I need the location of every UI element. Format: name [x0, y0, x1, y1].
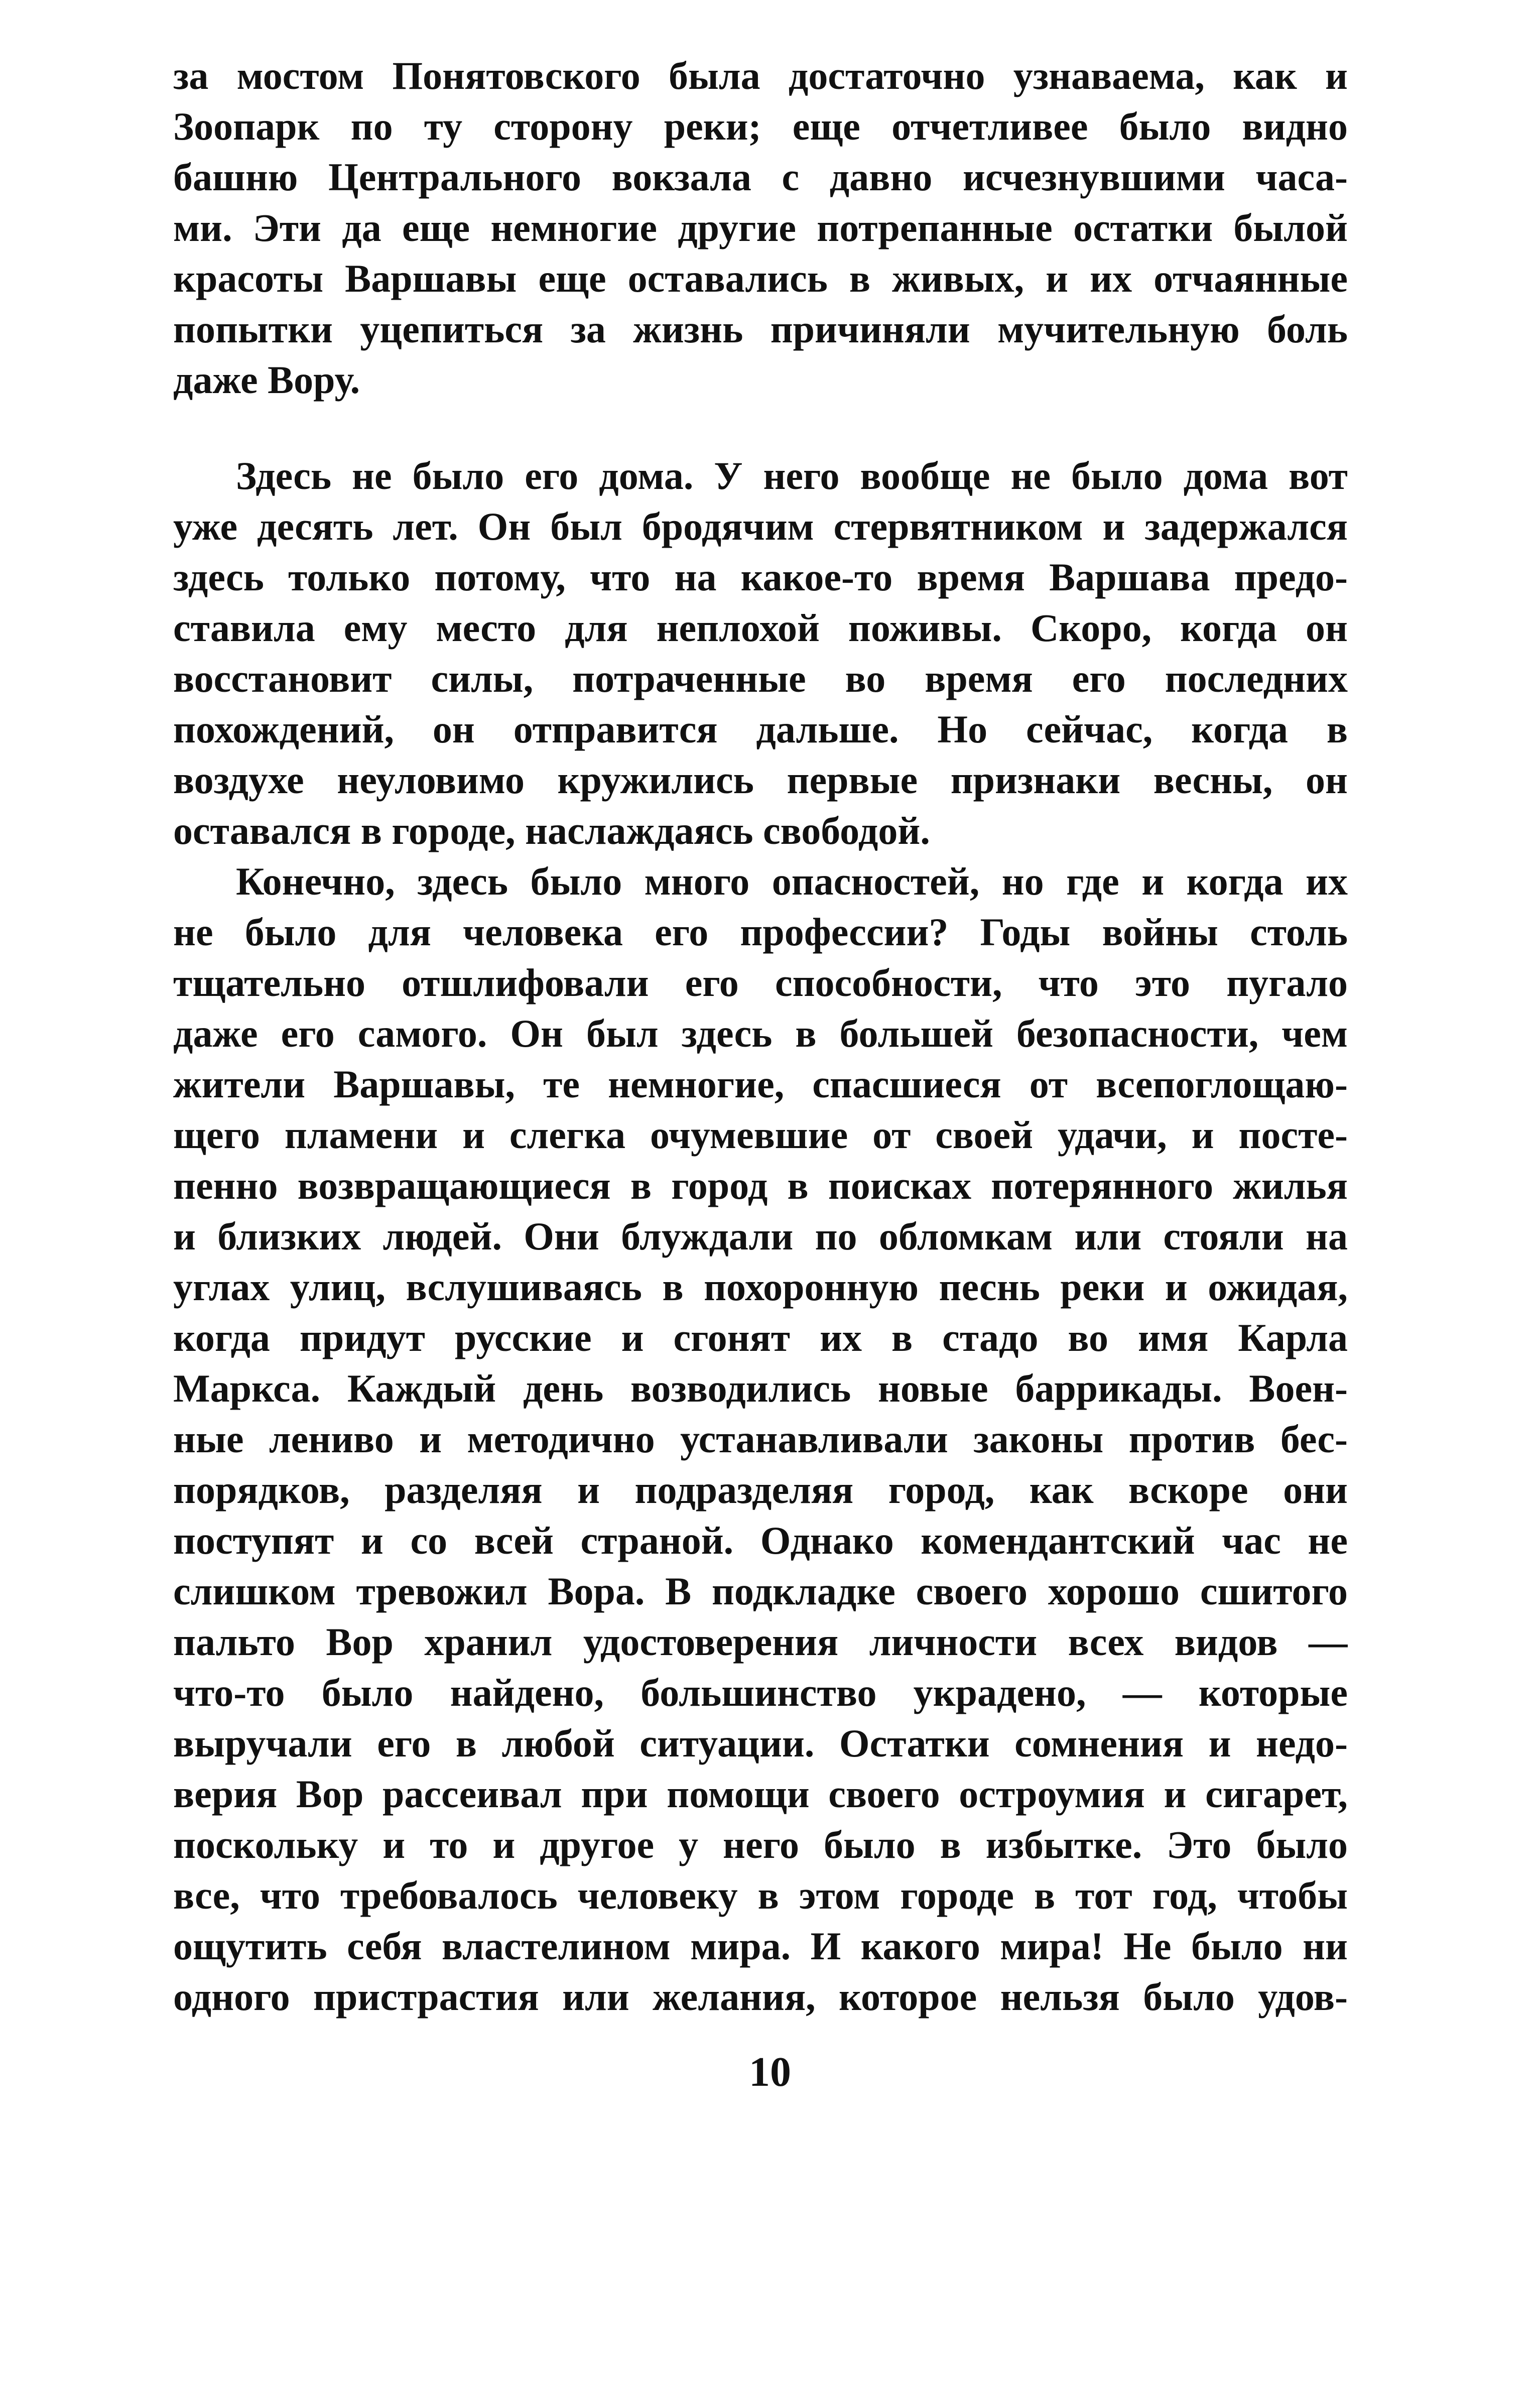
text-line: пенно возвращающиеся в город в поисках потерянного жилья: [173, 1164, 1348, 1207]
text-line: даже его самого. Он был здесь в большей безопасности, чем: [173, 1012, 1348, 1055]
text-line: ми. Эти да еще немногие другие потрепанные остатки былой: [173, 206, 1348, 249]
text-line: поскольку и то и другое у него было в избытке. Это было: [173, 1823, 1348, 1866]
paragraph: [173, 50, 1348, 405]
page-text: [173, 50, 1348, 2022]
text-line: воздухе неуловимо кружились первые признаки весны, он: [173, 758, 1348, 802]
text-line: ные лениво и методично устанавливали законы против бес-: [173, 1417, 1348, 1461]
text-line: углах улиц, вслушиваясь в похоронную песнь реки и ожидая,: [173, 1265, 1348, 1309]
text-line: ставила ему место для неплохой поживы. Скоро, когда он: [173, 606, 1348, 650]
text-line: за мостом Понятовского была достаточно узнаваема, как и: [173, 54, 1348, 97]
text-line: пальто Вор хранил удостоверения личности всех видов —: [173, 1620, 1348, 1664]
text-line: выручали его в любой ситуации. Остатки сомнения и недо-: [173, 1721, 1348, 1765]
text-line: похождений, он отправится дальше. Но сейчас, когда в: [173, 707, 1348, 751]
text-line: одного пристрастия или желания, которое нельзя было удов-: [173, 1975, 1348, 2019]
text-line: Маркса. Каждый день возводились новые баррикады. Воен-: [173, 1366, 1348, 1410]
page-number: 10: [749, 2049, 791, 2095]
text-line: что-то было найдено, большинство украдено, — которые: [173, 1671, 1348, 1714]
text-line: жители Варшавы, те немногие, спасшиеся от всепоглощаю-: [173, 1062, 1348, 1106]
text-line: уже десять лет. Он был бродячим стервятником и задержался: [173, 505, 1348, 548]
text-line: когда придут русские и сгонят их в стадо во имя Карла: [173, 1316, 1348, 1359]
text-line: не было для человека его профессии? Годы войны столь: [173, 910, 1348, 954]
text-line: Зоопарк по ту сторону реки; еще отчетливее было видно: [173, 104, 1348, 148]
text-line: даже Вору.: [173, 358, 360, 402]
text-line: ощутить себя властелином мира. И какого мира! Не было ни: [173, 1924, 1348, 1968]
paragraph: [173, 450, 1348, 856]
text-line: поступят и со всей страной. Однако комендантский час не: [173, 1519, 1348, 1562]
text-line: порядков, разделяя и подразделяя город, как вскоре они: [173, 1468, 1348, 1512]
text-line: здесь только потому, что на какое-то время Варшава предо-: [173, 555, 1348, 599]
text-line: слишком тревожил Вора. В подкладке своего хорошо сшитого: [173, 1569, 1348, 1613]
text-line: тщательно отшлифовали его способности, что это пугало: [173, 961, 1348, 1004]
text-line: попытки уцепиться за жизнь причиняли мучительную боль: [173, 307, 1348, 351]
text-line: красоты Варшавы еще оставались в живых, и их отчаянные: [173, 257, 1348, 300]
text-line: башню Центрального вокзала с давно исчезнувшими часа-: [173, 155, 1348, 199]
text-line: восстановит силы, потраченные во время его последних: [173, 657, 1348, 700]
text-line: оставался в городе, наслаждаясь свободой.: [173, 809, 930, 852]
text-line: верия Вор рассеивал при помощи своего остроумия и сигарет,: [173, 1772, 1348, 1816]
text-line: щего пламени и слегка очумевшие от своей удачи, и посте-: [173, 1113, 1348, 1157]
text-line: Здесь не было его дома. У него вообще не было дома вот: [236, 454, 1348, 497]
paragraph: [173, 856, 1348, 2022]
text-line: все, что требовалось человеку в этом городе в тот год, чтобы: [173, 1873, 1348, 1917]
text-line: Конечно, здесь было много опасностей, но где и когда их: [236, 859, 1348, 903]
text-line: и близких людей. Они блуждали по обломкам или стояли на: [173, 1214, 1348, 1258]
